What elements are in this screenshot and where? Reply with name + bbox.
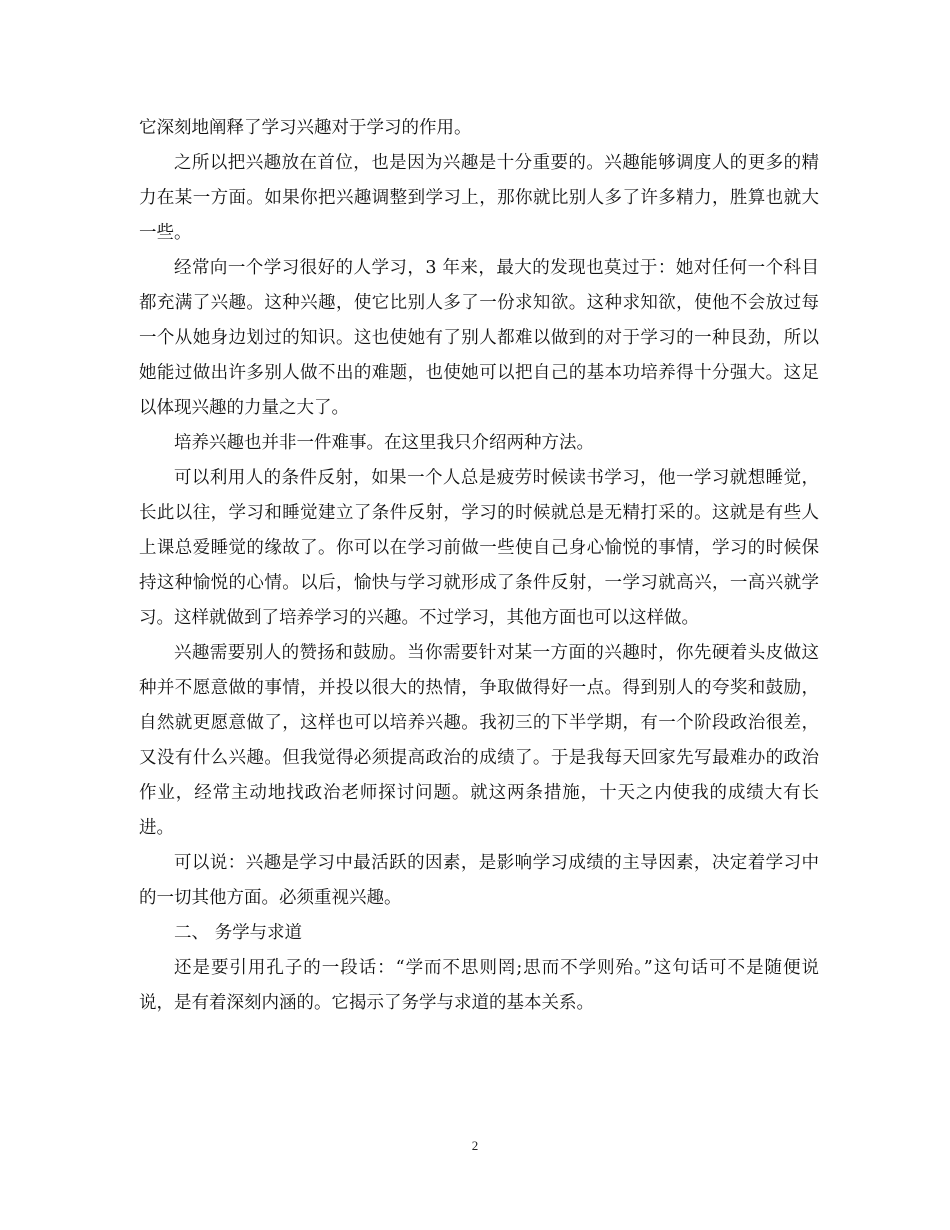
paragraph: 培养兴趣也并非一件难事。在这里我只介绍两种方法。 — [174, 433, 594, 453]
paragraph: 经常向一个学习很好的人学习，3 年来，最大的发现也莫过于：她对任何一个科目都充满了兴趣。这种兴趣，使它比别人多了一份求知欲。这种求知欲，使他不会放过每一个从她身边划过的知识。这也使她有了别人都难以做到的对于学习的一种艮劲，所以她能过做出许多别人做不出的难题，也使她可以把自己的基本功培养得十分强大。这足以体现兴趣的力量之大了。 — [139, 258, 819, 418]
section-heading: 二、 务学与求道 — [174, 923, 303, 943]
paragraph-continuation: 它深刻地阐释了学习兴趣对于学习的作用。 — [139, 118, 472, 138]
paragraph: 兴趣需要别人的赞扬和鼓励。当你需要针对某一方面的兴趣时，你先硬着头皮做这种并不愿意做的事情，并投以很大的热情，争取做得好一点。得到别人的夸奖和鼓励，自然就更愿意做了，这样也可以培养兴趣。我初三的下半学期，有一个阶段政治很差，又没有什么兴趣。但我觉得必须提高政治的成绩了。于是我每天回家先写最难办的政治作业，经常主动地找政治老师探讨问题。就这两条措施，十天之内使我的成绩大有长进。 — [139, 643, 819, 838]
paragraph: 可以利用人的条件反射，如果一个人总是疲劳时候读书学习，他一学习就想睡觉，长此以往，学习和睡觉建立了条件反射，学习的时候就总是无精打采的。这就是有些人上课总爱睡觉的缘故了。你可以在学习前做一些使自己身心愉悦的事情，学习的时候保持这种愉悦的心情。以后，愉快与学习就形成了条件反射，一学习就高兴，一高兴就学习。这样就做到了培养学习的兴趣。不过学习，其他方面也可以这样做。 — [139, 468, 819, 628]
page-number: 2 — [471, 1138, 479, 1153]
paragraph: 之所以把兴趣放在首位，也是因为兴趣是十分重要的。兴趣能够调度人的更多的精力在某一方面。如果你把兴趣调整到学习上，那你就比别人多了许多精力，胜算也就大一些。 — [139, 153, 819, 243]
body-text — [139, 111, 819, 1021]
paragraph: 可以说：兴趣是学习中最活跃的因素，是影响学习成绩的主导因素，决定着学习中的一切其他方面。必须重视兴趣。 — [139, 853, 819, 908]
paragraph: 还是要引用孔子的一段话：“学而不思则罔;思而不学则殆。”这句话可不是随便说说，是有着深刻内涵的。它揭示了务学与求道的基本关系。 — [139, 958, 819, 1013]
